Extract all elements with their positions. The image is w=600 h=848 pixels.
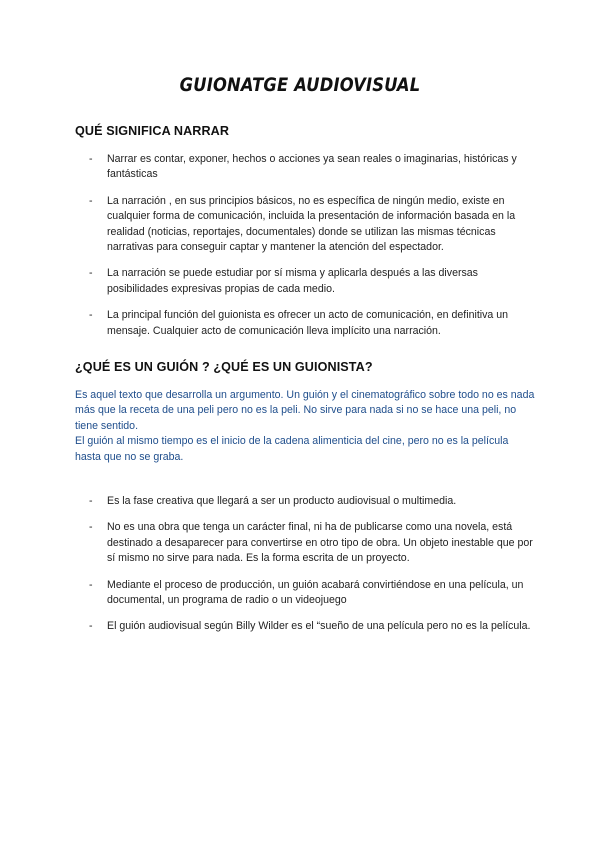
list-item: - No es una obra que tenga un carácter final, ni ha de publicarse como una novela, está destinado a desaparecer para convertirse en otro tipo de obra. Un objeto inestable que por sí mismo no sirve para nada. Es la forma escrita de un proyecto. xyxy=(0,520,537,566)
section-heading-guion: ¿QUÉ ES UN GUIÓN ? ¿QUÉ ES UN GUIONISTA? xyxy=(75,360,373,374)
guion-definition-text xyxy=(75,388,535,465)
guion-bullet-list xyxy=(0,494,600,635)
list-item: - Mediante el proceso de producción, un guión acabará convirtiéndose en una película, un documental, un programa de radio o un videojuego xyxy=(0,578,537,609)
list-item: - El guión audiovisual según Billy Wilder es el “sueño de una película pero no es la película. xyxy=(0,619,537,634)
list-item: - Es la fase creativa que llegará a ser un producto audiovisual o multimedia. xyxy=(0,494,537,509)
document-title: GUIONATGE AUDIOVISUAL xyxy=(179,74,421,96)
list-item: - La principal función del guionista es ofrecer un acto de comunicación, en definitiva un mensaje. Cualquier acto de comunicación lleva implícito una narración. xyxy=(0,308,537,339)
definition-paragraph: El guión al mismo tiempo es el inicio de la cadena alimenticia del cine, pero no es la película hasta que no se graba. xyxy=(75,435,509,463)
list-item: - La narración , en sus principios básicos, no es específica de ningún medio, existe en cualquier forma de comunicación, incluida la presentación de información basada en la realidad (noticias, reportajes, documentales) donde se utilizan las mismas técnicas narrativas para conseguir captar y mantener la atención del espectador. xyxy=(0,194,537,256)
section-heading-narrar: QUÉ SIGNIFICA NARRAR xyxy=(75,124,230,138)
definition-paragraph: Es aquel texto que desarrolla un argumento. Un guión y el cinematográfico sobre todo no es nada más que la receta de una peli pero no es la peli. No sirve para nada si no se hace una peli, no tiene sentido. xyxy=(75,389,535,432)
list-item: - La narración se puede estudiar por sí misma y aplicarla después a las diversas posibilidades expresivas propias de cada medio. xyxy=(0,266,537,297)
list-item: - Narrar es contar, exponer, hechos o acciones ya sean reales o imaginarias, históricas y fantásticas xyxy=(0,152,537,183)
narrar-bullet-list xyxy=(0,152,600,339)
